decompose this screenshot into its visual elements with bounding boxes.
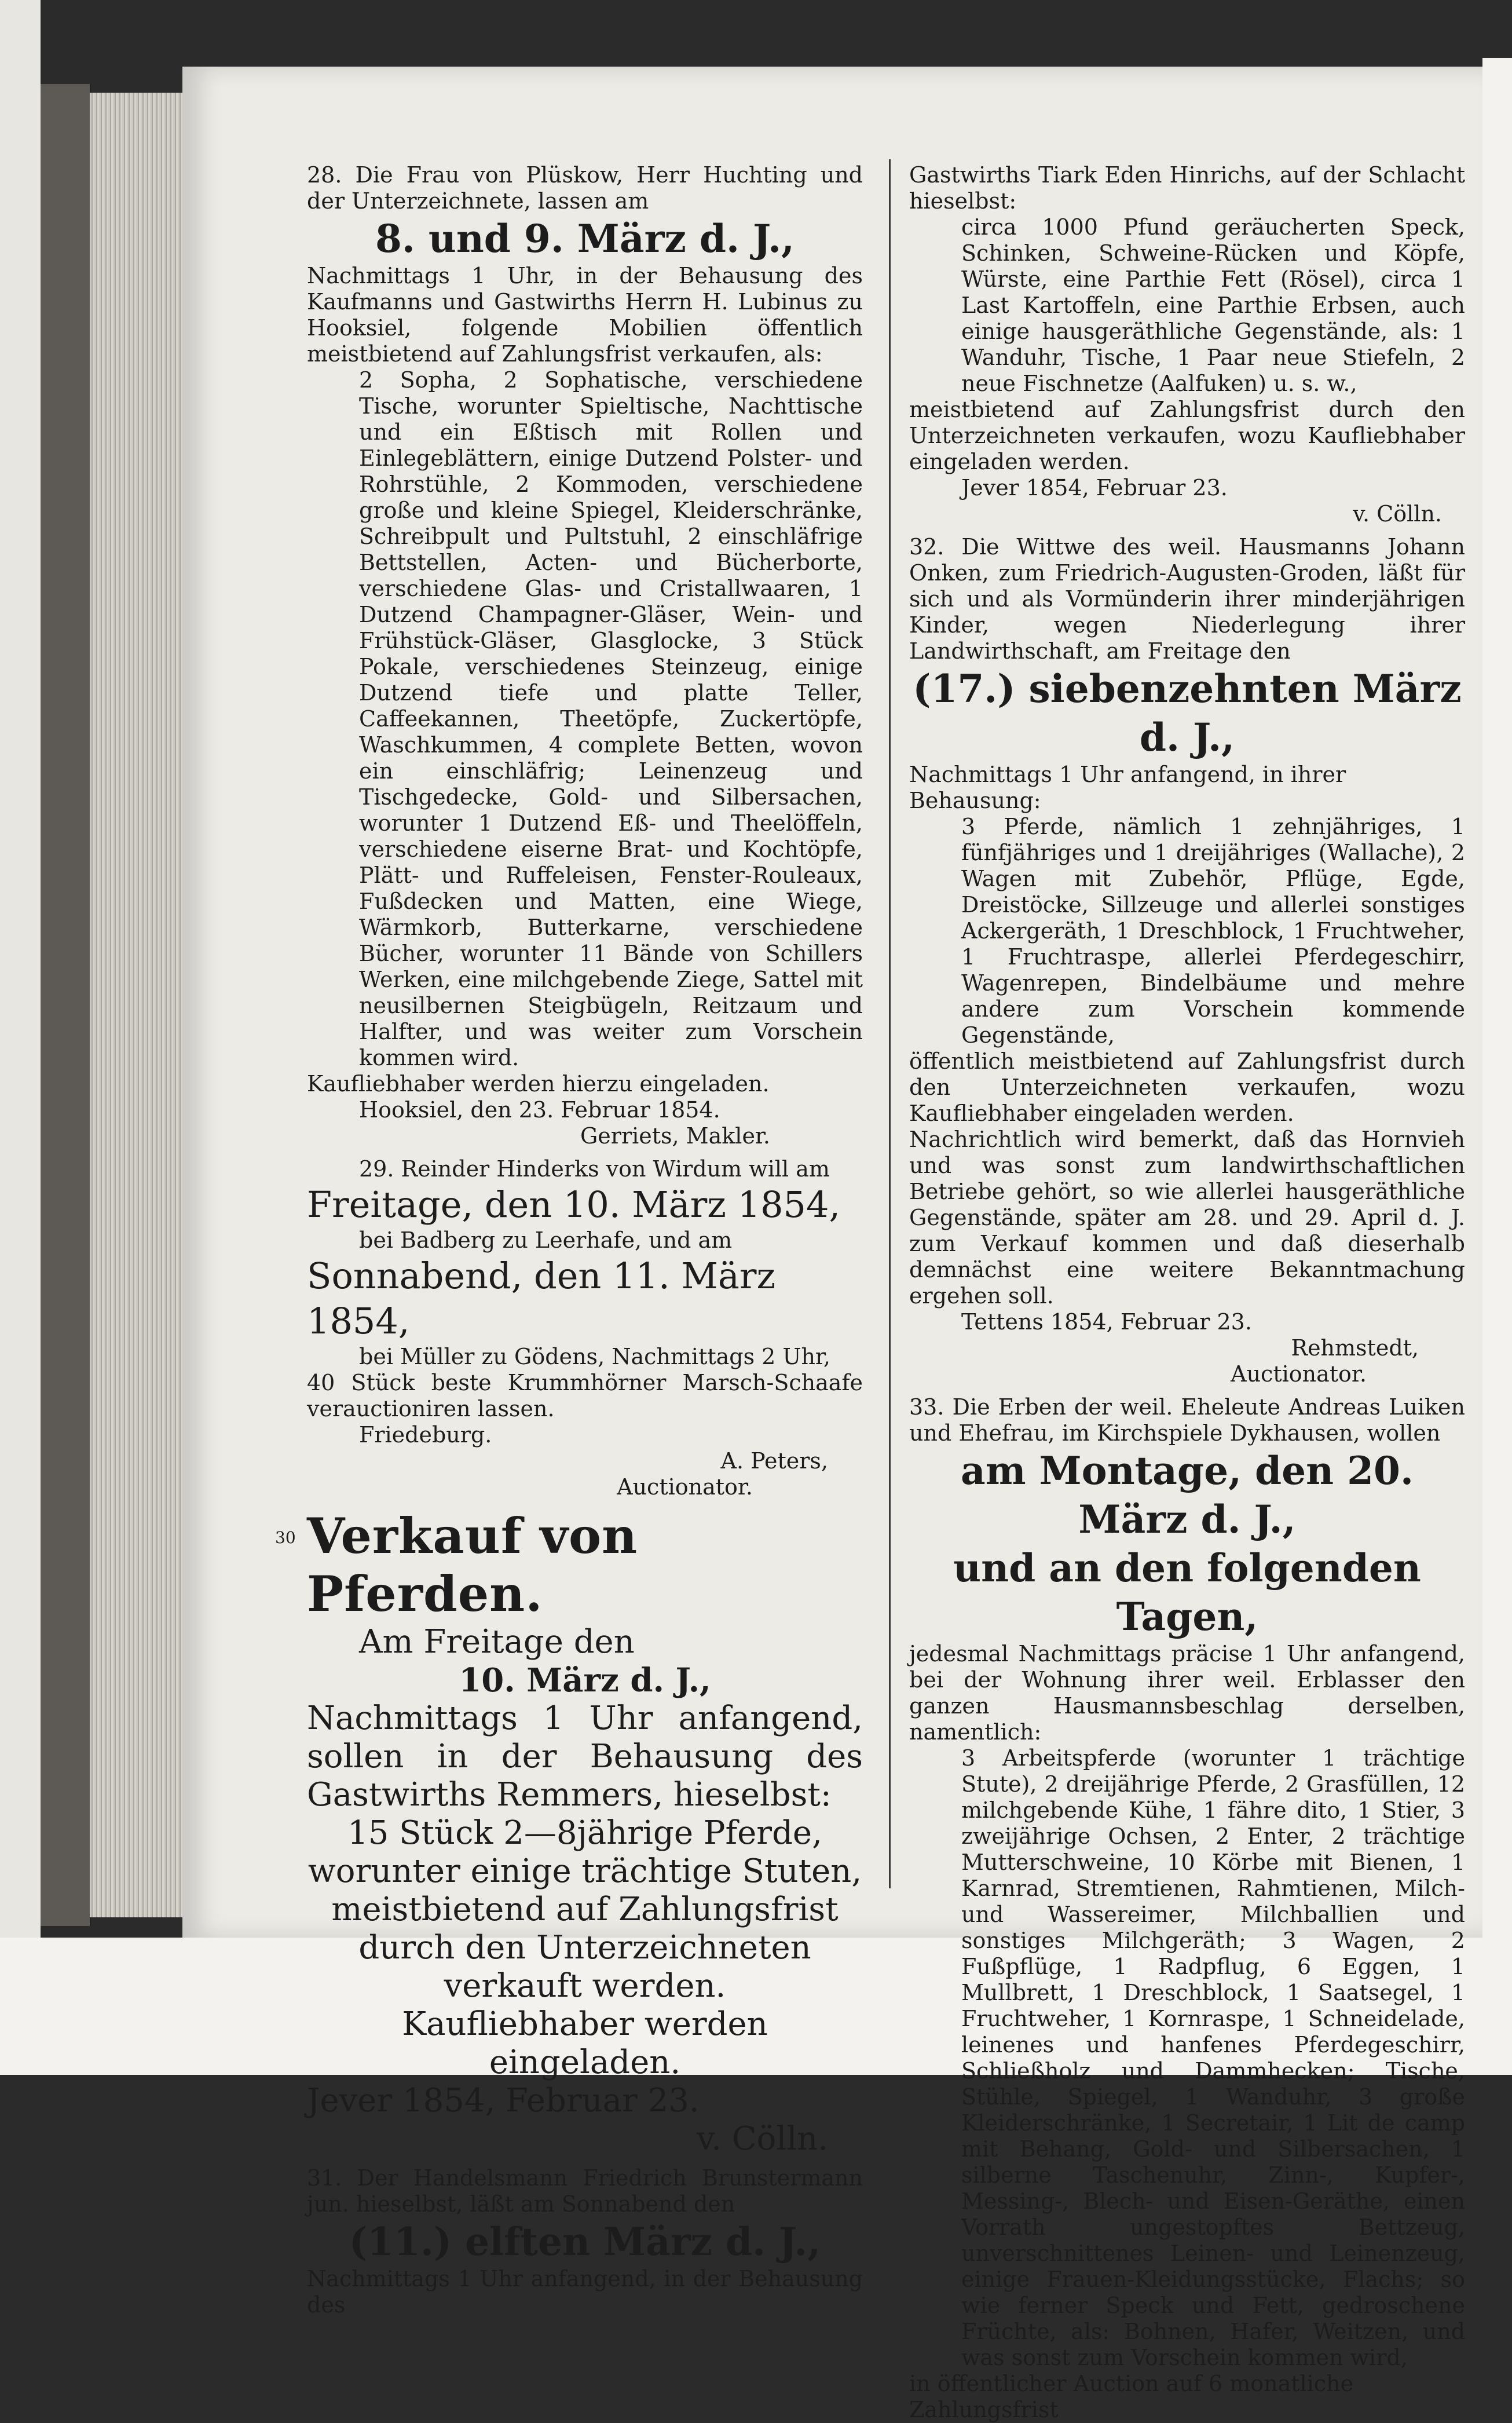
right-column xyxy=(909,162,1465,2423)
notice-closing: in öffentlicher Auction auf 6 monatliche Zahlungsfrist xyxy=(909,2371,1354,2422)
notice-note: Nachrichtlich wird bemerkt, daß das Hornvieh und was sonst zum landwirthschaftlichen Betriebe gehört, so wie allerlei hausgeräthliche Gegenstände, später am 28. und 29. April d. J. zum Verkauf kommen und daß dieserhalb demnächst eine weitere Bekanntmachung ergehen soll. xyxy=(909,1127,1465,1309)
notice-closing: Kaufliebhaber werden hierzu eingeladen. xyxy=(307,1071,770,1097)
notice-place-date: Hooksiel, den 23. Februar 1854. xyxy=(359,1097,720,1123)
notice-items: circa 1000 Pfund geräucherten Speck, Schinken, Schweine-Rücken und Köpfe, Würste, eine Parthie Fett (Rösel), circa 1 Last Kartoffeln, eine Parthie Erbsen, auch einige hausgeräthliche Gegenstände, als: 1 Wanduhr, Tische, 1 Paar neue Stiefeln, 2 neue Fischnetze (Aalfuken) u. s. w., xyxy=(961,214,1465,396)
notice-text: Nachmittags 1 Uhr anfangend, in der Behausung des xyxy=(307,2266,863,2318)
notice-intro: 29. Reinder Hinderks von Wirdum will am xyxy=(359,1156,830,1182)
notice-line: 15 Stück 2—8jährige Pferde, worunter einige trächtige Stuten, meistbietend auf Zahlungsfrist durch den Unterzeichneten verkauft werden. xyxy=(307,1814,862,2005)
notice-intro: 31. Der Handelsmann Friedrich Brunstermann jun. hieselbst, läßt am Sonnabend den xyxy=(307,2165,863,2217)
notice-date-heading: Freitage, den 10. März 1854, xyxy=(307,1183,841,1226)
notice-place: Friedeburg. xyxy=(359,1422,492,1448)
page-stack-edges xyxy=(90,93,182,1917)
notice-intro: 28. Die Frau von Plüskow, Herr Huchting und der Unterzeichnete, lassen am xyxy=(307,162,863,214)
notice-items: 2 Sopha, 2 Sophatische, verschiedene Tische, worunter Spieltische, Nachttische und ein Eßtisch mit Rollen und Einlegeblättern, einige Dutzend Polster- und Rohrstühle, 2 Kommoden, verschiedene große und kleine Spiegel, Kleiderschränke, Schreibpult und Pultstuhl, 2 einschläfrige Bettstellen, Acten- und Bücherborte, verschiedene Glas- und Cristallwaaren, 1 Dutzend Champagner-Gläser, Wein- und Frühstück-Gläser, Glasglocke, 3 Stück Pokale, verschiedenes Steinzeug, einige Dutzend tiefe und platte Teller, Caffeekannen, Theetöpfe, Zuckertöpfe, Waschkummen, 4 complete Betten, wovon ein einschläfrig; Leinenzeug und Tischgedecke, Gold- und Silbersachen, worunter 1 Dutzend Eß- und Theelöffeln, verschiedene eiserne Brat- und Kochtöpfe, Plätt- und Ruffeleisen, Fenster-Rouleaux, Fußdecken und Matten, eine Wiege, Wärmkorb, Butterkarne, verschiedene Bücher, worunter 11 Bände von Schillers Werken, eine milchgebende Ziege, Sattel mit neusilbernen Steigbügeln, Reitzaum und Halfter, und was weiter zum Vorschein kommen wird. xyxy=(359,367,863,1070)
book-spine xyxy=(41,84,91,1926)
notice-location: bei Badberg zu Leerhafe, und am xyxy=(359,1227,733,1253)
notice-date-heading: 8. und 9. März d. J., xyxy=(375,216,795,261)
notice-closing: meistbietend auf Zahlungsfrist durch den Unterzeichneten verkaufen, wozu Kaufliebhaber eingeladen werden. xyxy=(909,397,1465,474)
notice-date-heading: und an den folgenden Tagen, xyxy=(953,1545,1421,1639)
notice-line: Nachmittags 1 Uhr anfangend, sollen in der Behausung des Gastwirths Remmers, hieselbst: xyxy=(307,1700,863,1814)
notice-signature: Gerriets, Makler. xyxy=(580,1123,770,1149)
notice-intro: 32. Die Wittwe des weil. Hausmanns Johann Onken, zum Friedrich-Augusten-Groden, läßt für sich und als Vormünderin ihrer minderjährigen Kinder, wegen Niederlegung ihrer Landwirthschaft, am Freitage den xyxy=(909,534,1465,664)
notice-location: bei Müller zu Gödens, Nachmittags 2 Uhr, xyxy=(359,1344,830,1369)
notice-date-heading: 10. März d. J., xyxy=(459,1661,711,1700)
notice-text: Nachmittags 1 Uhr anfangend, in ihrer Behausung: xyxy=(909,762,1346,813)
notice-line: Am Freitage den xyxy=(359,1623,635,1661)
notice-signature-title: Auctionator. xyxy=(617,1474,753,1500)
notice-place-date: Tettens 1854, Februar 23. xyxy=(961,1309,1252,1335)
notice-date-heading: (17.) siebenzehnten März d. J., xyxy=(913,666,1462,760)
notice-text: Nachmittags 1 Uhr, in der Behausung des Kaufmanns und Gastwirths Herrn H. Lubinus zu Hooksiel, folgende Mobilien öffentlich meistbietend auf Zahlungsfrist verkaufen, als: xyxy=(307,263,863,367)
notice-items: 3 Arbeitspferde (worunter 1 trächtige Stute), 2 dreijährige Pferde, 2 Grasfüllen, 12 milchgebende Kühe, 1 fähre dito, 1 Stier, 3 zweijährige Ochsen, 2 Enter, 2 trächtige Mutterschweine, 10 Körbe mit Bienen, 1 Karnrad, Stremtienen, Rahmtienen, Milch- und Wassereimer, Milchballien und sonstiges Milchgeräth; 3 Wagen, 2 Fußpflüge, 1 Radpflug, 6 Eggen, 1 Mullbrett, 1 Dreschblock, 1 Saatsegel, 1 Fruchtweher, 1 Kornraspe, 1 Schneidelade, leinenes und hanfenes Pferdegeschirr, Schließholz und Dammhecken; Tische, Stühle, Spiegel, 1 Wanduhr, 3 große Kleiderschränke, 1 Secretair, 1 Lit de camp mit Behang, Gold- und Silbersachen, 1 silberne Taschenuhr, Zinn-, Kupfer-, Messing-, Blech- und Eisen-Geräthe, einen Vorrath ungestopftes Bettzeug, unverschnittenes Leinen- und Leinenzeug, einige Frauen-Kleidungsstücke, Flachs; so wie ferner Speck und Fett, gedroschene Früchte, als: Bohnen, Hafer, Weitzen, und was sonst zum Vorschein kommen wird, xyxy=(961,1745,1465,2370)
notice-28 xyxy=(307,162,863,1149)
notice-33 xyxy=(909,1394,1465,2423)
notice-31-continued xyxy=(909,162,1465,527)
notice-line: Kaufliebhaber werden eingeladen. xyxy=(402,2005,768,2081)
notice-signature: v. Cölln. xyxy=(697,2120,828,2158)
notice-date-heading: am Montage, den 20. März d. J., xyxy=(961,1448,1414,1542)
notice-heading: Verkauf von Pferden. xyxy=(307,1507,638,1622)
notice-signature: Rehmstedt, xyxy=(1291,1335,1419,1361)
notice-number: 30 xyxy=(275,1528,296,1547)
notice-32 xyxy=(909,534,1465,1387)
notice-signature: v. Cölln. xyxy=(1353,501,1442,527)
notice-30 xyxy=(275,1507,863,2158)
scan-background-right xyxy=(1482,58,1512,2075)
notice-intro: 33. Die Erben der weil. Eheleute Andreas Luiken und Ehefrau, im Kirchspiele Dykhausen, wollen xyxy=(909,1394,1465,1446)
left-column xyxy=(275,162,863,2318)
notice-place-date: Jever 1854, Februar 23. xyxy=(307,2082,700,2119)
notice-text: Gastwirths Tiark Eden Hinrichs, auf der Schlacht hieselbst: xyxy=(909,162,1465,214)
notice-signature-title: Auctionator. xyxy=(1231,1361,1367,1387)
notice-text: 40 Stück beste Krummhörner Marsch-Schaafe verauctioniren lassen. xyxy=(307,1370,863,1421)
notice-date-heading: (11.) elften März d. J., xyxy=(349,2219,821,2264)
notice-31 xyxy=(307,2165,863,2318)
notice-place-date: Jever 1854, Februar 23. xyxy=(961,475,1228,500)
notice-29 xyxy=(307,1156,863,1500)
notice-closing: öffentlich meistbietend auf Zahlungsfrist durch den Unterzeichneten verkaufen, wozu Kaufliebhaber eingeladen werden. xyxy=(909,1048,1465,1126)
notice-items: 3 Pferde, nämlich 1 zehnjähriges, 1 fünfjähriges und 1 dreijähriges (Wallache), 2 Wagen mit Zubehör, Pflüge, Egde, Dreistöcke, Sillzeuge und allerlei sonstiges Ackergeräth, 1 Dreschblock, 1 Fruchtweher, 1 Fruchtraspe, allerlei Pferdegeschirr, Wagenrepen, Bindelbäume und mehre andere zum Vorschein kommende Gegenstände, xyxy=(961,814,1465,1048)
column-divider xyxy=(889,159,891,1888)
scan-background-left xyxy=(0,0,41,2075)
notice-signature: A. Peters, xyxy=(720,1448,828,1474)
notice-text: jedesmal Nachmittags präcise 1 Uhr anfangend, bei der Wohnung ihrer weil. Erblasser den ganzen Hausmannsbeschlag derselben, namentlich: xyxy=(909,1641,1465,1745)
notice-date-heading: Sonnabend, den 11. März 1854, xyxy=(307,1255,776,1342)
